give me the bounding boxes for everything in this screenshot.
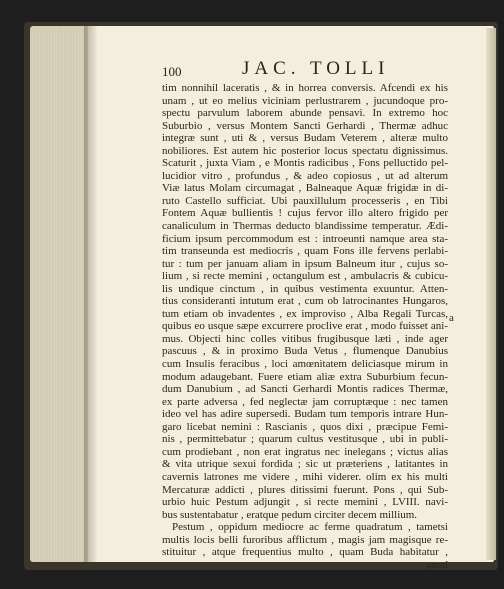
- body-text: [162, 82, 448, 571]
- text-line: tim transeunda est mediocris , quam Fons ille fervens perlabi-: [162, 245, 448, 258]
- text-line: nis , permittebatur ; quarum cultus vestitusque , ubi in publi-: [162, 433, 448, 446]
- text-line: Scaturit , juxta Viam , e Montis radicibus , Fons pelluctido pel-: [162, 157, 448, 170]
- text-line: nobiliores. Est autem hic posterior locus spectatu dignissimus.: [162, 144, 448, 157]
- running-head: [162, 58, 448, 80]
- text-line: canaliculum in Thermas deducto blandissime temperatur. Ædi-: [162, 220, 448, 233]
- text-line: lucidior vitro , profundus , & adeo copiosus , ut ad alterum: [162, 169, 448, 182]
- text-line: quod: [426, 558, 448, 571]
- text-line: Pestum , oppidum mediocre ac ferme quadratum , tametsi: [172, 521, 448, 534]
- text-line: tur : tum per januam aliam in ipsum Balneum itur , cujus so-: [162, 257, 448, 270]
- text-line: ficium ipsum percommodum est : introeunti namque area sta-: [162, 232, 448, 245]
- text-line: lium , si recte memini , octangulum est , ambulacris & cubicu-: [162, 270, 448, 283]
- marginal-note: a: [449, 312, 454, 324]
- text-line: tim nonnihil laceratis , & in horrea conversis. Afcendi ex his: [162, 82, 448, 94]
- text-line: lis undique cinctum , in quibus vestimenta exuuntur. Atten-: [162, 282, 448, 295]
- text-line: garo licebat nemini : Rascianis , quos dixi , præcipue Femi-: [162, 420, 448, 433]
- text-line: ex parte adversa , fed neglectæ jam corruptæque : nec tamen: [162, 395, 448, 408]
- text-line: ruto Castello sufficiat. Ubi pauxillulum processeris , en Tibi: [162, 194, 448, 207]
- spine-shadow: [84, 26, 98, 562]
- text-line: spectu parvulum laborem abunde pensavi. In extremo hoc: [162, 107, 448, 120]
- text-line: integræ sunt , uti & , versus Budam Veterem , alteræ multo: [162, 132, 448, 145]
- text-line: urbio huic Pestum adjungit , si recte memini , LVIII. navi-: [162, 496, 448, 509]
- text-line: stituitur , atque frequentius multo , quam Buda habitatur ,: [162, 546, 448, 559]
- text-line: cum prodiebant , non erat ingratus nec inelegans ; victus alias: [162, 445, 448, 458]
- text-line: mus. Objecti hinc colles vitibus frugibusque læti , inde ager: [162, 332, 448, 345]
- text-line: tius consideranti intutum erat , cum ob latrocinantes Hungaros,: [162, 295, 448, 308]
- page-edges: [30, 26, 88, 562]
- running-title: JAC. TOLLI: [242, 58, 390, 79]
- page-number: 100: [162, 64, 182, 79]
- text-line: Mercaturæ addicti , plures ditissimi fuerunt. Pons , qui Sub-: [162, 483, 448, 496]
- text-line: dum Danubium , ad Sancti Gerhardi Montis radices Thermæ,: [162, 383, 448, 396]
- text-line: ideo vel has adire supersedi. Budam tum temporis intrare Hun-: [162, 408, 448, 421]
- text-line: quibus eo usque sæpe excurrere proclive erat , modo fuisset ani-: [162, 320, 448, 333]
- text-line: pascuus , & in proximo Buda Vetus , flumenque Danubius: [162, 345, 448, 358]
- text-line: unam , ut eo melius viciniam perlustrarem , jucundoque pro-: [162, 94, 448, 107]
- text-line: tum etiam ob invadentes , ex improviso , Alba Regali Turcas,: [162, 307, 448, 320]
- text-line: multis locis belli furoribus afflictum , magis jam magisque re-: [162, 533, 448, 546]
- text-line: cum Insulis feracibus , loci amœnitatem deliciasque mirum in: [162, 358, 448, 371]
- text-line: Fontem Aquæ bullientis ! cujus fervor illo altero frigido per: [162, 207, 448, 220]
- text-line: modum adaugebant. Fuere etiam aliæ extra Suburbium fecun-: [162, 370, 448, 383]
- right-page-edge: [486, 28, 496, 560]
- text-line: Viæ latus Molam circumagat , Balneaque Aquæ frigidæ in di-: [162, 182, 448, 195]
- text-line: & vita utrique sexui fordida ; sic ut præteriens , latitantes in: [162, 458, 448, 471]
- text-line: bus sustentabatur , eratque pedum circiter decem millium.: [162, 508, 418, 521]
- text-line: cavernis latrones me videre , mihi viderer. olim ex his multi: [162, 470, 448, 483]
- text-line: Suburbio , versus Montem Sancti Gerhardi , Thermæ adhuc: [162, 119, 448, 132]
